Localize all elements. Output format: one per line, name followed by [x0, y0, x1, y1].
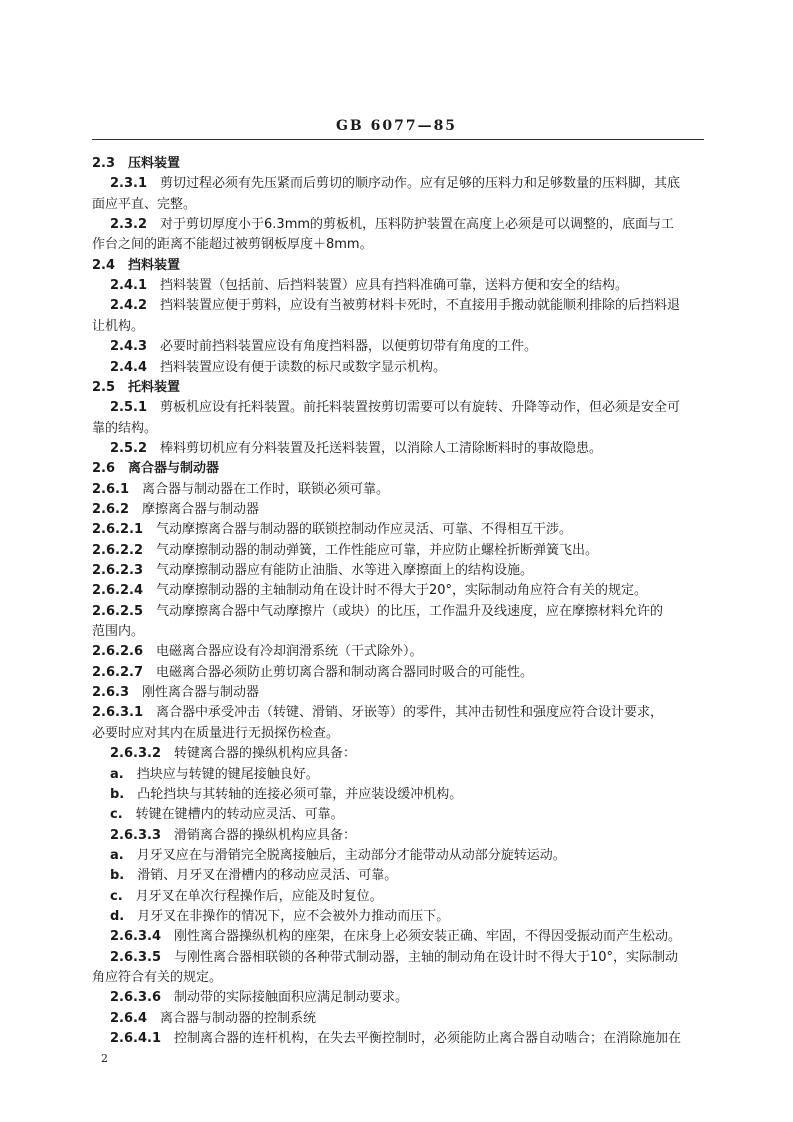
text-line [110, 398, 680, 418]
clause-text: 与刚性离合器相联锁的各种带式制动器，主轴的制动角在设计时不得大于10°，实际制动 [174, 949, 679, 965]
clause-number: 2.5 [92, 379, 116, 395]
clause-text: 转键在键槽内的转动应灵活、可靠。 [135, 807, 344, 823]
text-line [92, 459, 219, 479]
clause-number: 2.6.2.6 [92, 644, 143, 660]
text-line [92, 195, 196, 215]
clause-text: 挡块应与转键的键尾接触良好。 [136, 766, 319, 782]
clause-number: 2.6.2.4 [92, 583, 143, 599]
clause-text: 必要时应对其内在质量进行无损探伤检查。 [92, 725, 340, 741]
text-line [110, 174, 680, 194]
clause-text: 挡料装置应设有便于读数的标尺或数字显示机构。 [160, 359, 447, 375]
clause-number: 2.6.2 [92, 501, 130, 517]
clause-text: 剪板机应设有托料装置。前托料装置按剪切需要可以有旋转、升降等动作，但必须是安全可 [160, 400, 681, 416]
clause-text: 范围内。 [92, 624, 145, 640]
clause-number: 2.5.2 [110, 440, 148, 456]
clause-text: 角应符合有关的规定。 [92, 970, 223, 985]
page-number: 2 [101, 1052, 108, 1065]
text-line [110, 358, 446, 378]
clause-text: 面应平直、完整。 [92, 196, 197, 212]
text-line [110, 887, 383, 907]
clause-text: 对于剪切厚度小于6.3mm的剪板机，压料防护装置在高度上必须是可以调整的，底面与工 [160, 217, 675, 233]
text-line [110, 744, 356, 764]
text-line [92, 317, 144, 337]
clause-text: 控制离合器的连杆机构，在失去平衡控制时，必须能防止离合器自动啮合；在消除施加在 [174, 1031, 682, 1047]
text-line [92, 480, 389, 500]
clause-number: 2.6.2.5 [92, 603, 143, 619]
clause-text: 刚性离合器操纵机构的座架，在床身上必须安装正确、牢固，不得因受振动而产生松动。 [174, 929, 682, 945]
clause-text: 凸轮挡块与其转轴的连接必须可靠，并应装设缓冲机构。 [137, 786, 463, 802]
text-line [110, 276, 628, 296]
clause-text: 离合器与制动器 [128, 461, 220, 477]
clause-number: a. [110, 847, 124, 863]
text-line [110, 765, 319, 785]
clause-text: 托料装置 [128, 379, 181, 395]
clause-text: 刚性离合器与制动器 [142, 685, 260, 701]
clause-text: 挡料装置应便于剪料，应设有当被剪材料卡死时，不直接用手搬动就能顺利排除的后挡料退 [160, 298, 681, 314]
text-line [92, 541, 598, 561]
clause-number: 2.6.1 [92, 481, 130, 497]
text-line [110, 785, 462, 805]
clause-number: b. [110, 786, 125, 802]
clause-text: 制动带的实际接触面积应满足制动要求。 [174, 990, 409, 1006]
clause-text: 气动摩擦制动器的主轴制动角在设计时不得大于20°，实际制动角应符合有关的规定。 [156, 583, 648, 599]
clause-number: 2.4 [92, 257, 116, 273]
text-line [92, 520, 572, 540]
clause-number: 2.6.3.5 [110, 949, 161, 965]
text-line [110, 927, 681, 947]
text-line [92, 256, 180, 276]
clause-text: 气动摩擦离合器与制动器的联锁控制动作应灵活、可靠、不得相互干涉。 [156, 522, 573, 538]
clause-number: d. [110, 908, 125, 924]
clause-number: 2.6.2.2 [92, 542, 143, 558]
clause-text: 离合器与制动器在工作时，联锁必须可靠。 [142, 481, 390, 497]
text-line [110, 948, 678, 968]
text-line [92, 622, 144, 642]
clause-number: c. [110, 807, 123, 823]
text-line [92, 561, 533, 581]
clause-text: 让机构。 [92, 318, 145, 334]
clause-number: 2.6.3.4 [110, 929, 161, 945]
text-line [92, 683, 259, 703]
clause-text: 滑销离合器的操纵机构应具备： [174, 827, 357, 843]
clause-text: 月牙叉应在与滑销完全脱离接触后，主动部分才能带动从动部分旋转运动。 [136, 847, 566, 863]
text-line [110, 846, 566, 866]
page-header: GB 6077—85 [335, 118, 458, 134]
clause-number: c. [110, 888, 123, 904]
clause-text: 电磁离合器必须防止剪切离合器和制动离合器同时吸合的可能性。 [156, 664, 534, 680]
clause-number: 2.6.2.1 [92, 522, 143, 538]
text-line [92, 154, 180, 174]
clause-number: 2.6.3.1 [92, 705, 143, 721]
clause-number: b. [110, 868, 125, 884]
clause-text: 离合器与制动器的控制系统 [160, 1010, 317, 1026]
clause-number: 2.6.2.7 [92, 664, 143, 680]
clause-text: 压料装置 [128, 156, 181, 171]
clause-text: 月牙叉在单次行程操作后，应能及时复位。 [135, 888, 383, 904]
clause-number: 2.3.1 [110, 176, 148, 192]
clause-number: 2.6.3.6 [110, 990, 161, 1006]
clause-number: 2.3.2 [110, 217, 148, 233]
header-rule [92, 139, 704, 140]
clause-number: 2.3 [92, 156, 116, 171]
clause-number: 2.6.3.3 [110, 827, 161, 843]
text-line [110, 1029, 681, 1049]
text-line [92, 378, 180, 398]
text-line [110, 296, 680, 316]
text-line [92, 703, 663, 723]
text-line [110, 988, 408, 1008]
clause-number: 2.4.4 [110, 359, 148, 375]
clause-number: 2.6.2.3 [92, 563, 143, 578]
clause-number: 2.6 [92, 461, 116, 477]
text-line [92, 581, 647, 601]
clause-text: 气动摩擦离合器中气动摩擦片（或块）的比压，工作温升及线速度，应在摩擦材料允许的 [156, 603, 664, 619]
clause-text: 转键离合器的操纵机构应具备： [174, 746, 357, 762]
text-line [92, 419, 157, 439]
text-line [92, 642, 423, 662]
clause-text: 气动摩擦制动器的制动弹簧，工作性能应可靠，并应防止螺栓折断弹簧飞出。 [156, 542, 599, 558]
text-line [110, 337, 537, 357]
clause-text: 棒料剪切机应有分料装置及托送料装置，以消除人工清除断料时的事故隐患。 [160, 440, 603, 456]
clause-text: 必要时前挡料装置应设有角度挡料器，以便剪切带有角度的工件。 [160, 339, 538, 355]
text-line [92, 968, 222, 988]
text-line [92, 724, 339, 744]
clause-number: 2.6.3 [92, 685, 130, 701]
clause-number: 2.6.4 [110, 1010, 148, 1026]
text-line [92, 602, 663, 622]
clause-number: 2.6.4.1 [110, 1031, 161, 1047]
text-line [110, 907, 449, 927]
clause-text: 离合器中承受冲击（转键、滑销、牙嵌等）的零件，其冲击韧性和强度应符合设计要求， [156, 705, 664, 721]
clause-text: 挡料装置 [128, 257, 181, 273]
text-line [92, 663, 533, 683]
clause-text: 滑销、月牙叉在滑槽内的移动应灵活、可靠。 [137, 868, 398, 884]
clause-text: 摩擦离合器与制动器 [142, 501, 260, 517]
clause-number: 2.4.2 [110, 298, 148, 314]
text-line [110, 215, 674, 235]
clause-text: 作台之间的距离不能超过被剪钢板厚度＋8mm。 [92, 237, 373, 253]
text-line [110, 805, 344, 825]
text-line [110, 1009, 316, 1029]
clause-text: 剪切过程必须有先压紧而后剪切的顺序动作。应有足够的压料力和足够数量的压料脚，其底 [160, 176, 681, 192]
text-line [110, 826, 356, 846]
clause-number: 2.4.1 [110, 278, 148, 294]
clause-text: 挡料装置（包括前、后挡料装置）应具有挡料准确可靠，送料方便和安全的结构。 [160, 278, 629, 294]
clause-number: 2.5.1 [110, 400, 148, 416]
clause-text: 气动摩擦制动器应有能防止油脂、水等进入摩擦面上的结构设施。 [156, 563, 534, 578]
clause-text: 靠的结构。 [92, 420, 158, 436]
clause-number: a. [110, 766, 124, 782]
clause-text: 电磁离合器应设有冷却润滑系统（干式除外）。 [156, 644, 423, 660]
text-line [110, 866, 397, 886]
clause-number: 2.6.3.2 [110, 746, 161, 762]
text-line [92, 235, 373, 255]
clause-number: 2.4.3 [110, 339, 148, 355]
clause-text: 月牙叉在非操作的情况下，应不会被外力推动而压下。 [137, 908, 450, 924]
text-line [110, 439, 602, 459]
text-line [92, 500, 259, 520]
